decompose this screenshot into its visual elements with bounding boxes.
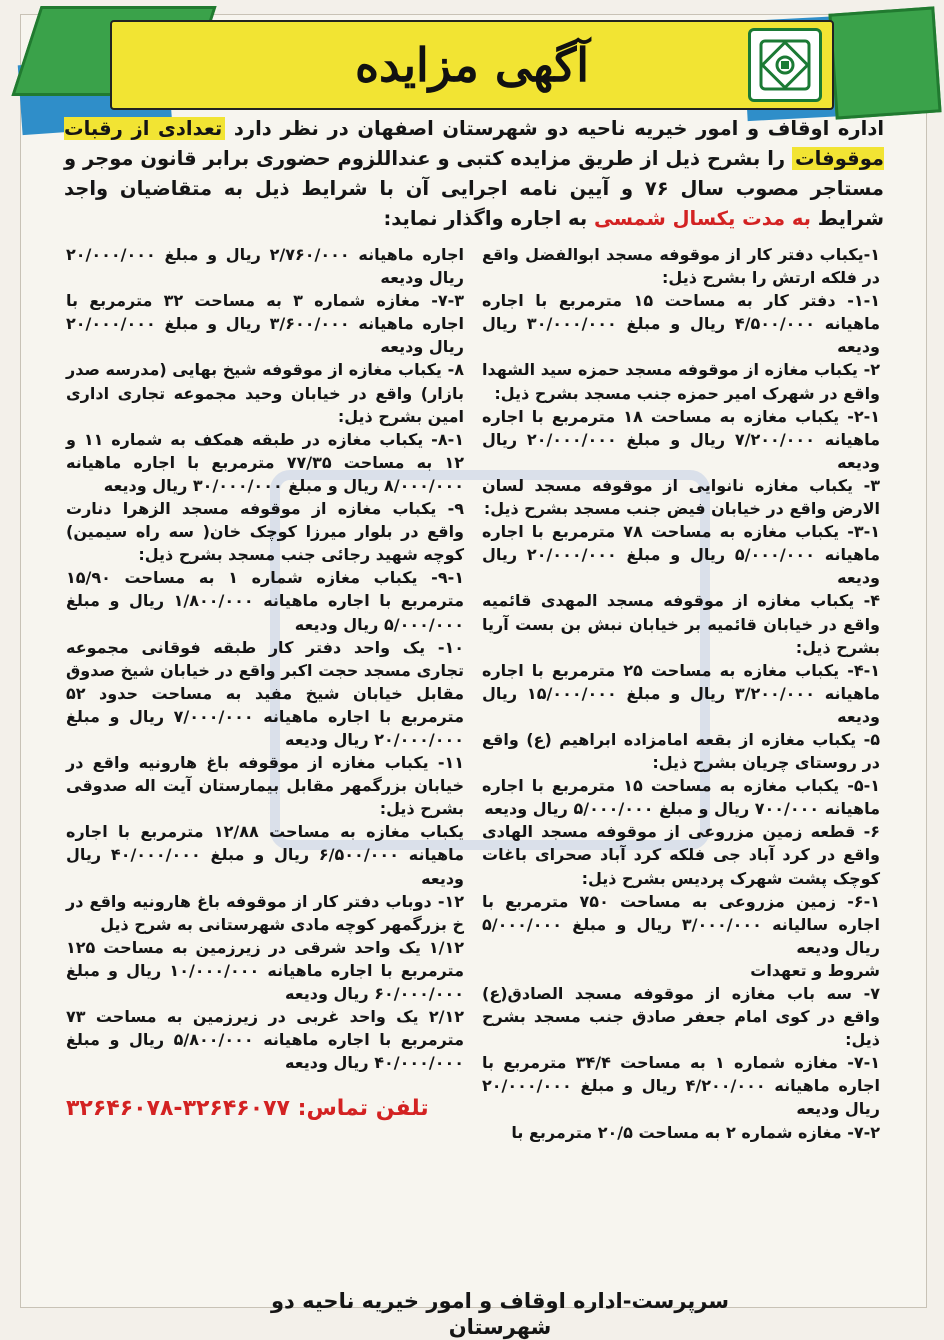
list-item: ۸- یکباب مغازه از موقوفه شیخ بهایی (مدرسه صدر بازار) واقع در خیابان وحید مجموعه تجاری اداری امین بشرح ذیل: <box>66 360 464 426</box>
intro-text-1: اداره اوقاف و امور خیریه ناحیه دو شهرستان اصفهان در نظر دارد <box>233 117 885 140</box>
title-banner <box>110 20 834 110</box>
list-item: ۶-۱- زمین مزروعی به مساحت ۷۵۰ مترمربع با اجاره سالیانه ۳/۰۰۰/۰۰۰ ریال و مبلغ ۵/۰۰۰/۰۰۰ ریال ودیعه <box>482 891 881 957</box>
intro-paragraph <box>64 114 884 234</box>
list-item: ۴- یکباب مغازه از موقوفه مسجد المهدی قائمیه واقع در خیابان قائمیه بر خیابان نبش بن بست آریا بشرح ذیل: <box>482 591 880 657</box>
list-item: ۷-۳- مغازه شماره ۳ به مساحت ۳۲ مترمربع با اجاره ماهیانه ۳/۶۰۰/۰۰۰ ریال و مبلغ ۲۰/۰۰۰/۰۰۰ ریال ودیعه <box>66 291 465 357</box>
list-item: ۲-۱- یکباب مغازه به مساحت ۱۸ مترمربع با اجاره ماهیانه ۷/۲۰۰/۰۰۰ ریال و مبلغ ۲۰/۰۰۰/۰۰۰ ریال ودیعه <box>482 406 881 472</box>
list-item: ۱۲- دوباب دفتر کار از موقوفه باغ هارونیه واقع در خ بزرگمهر کوچه مادی شهرستانی به شرح ذیل <box>66 891 464 934</box>
section-heading: شروط و تعهدات <box>750 960 880 980</box>
page-title: آگهی مزایده <box>354 38 590 92</box>
list-item: ۹-۱- یکباب مغازه شماره ۱ به مساحت ۱۵/۹۰ مترمربع با اجاره ماهیانه ۱/۸۰۰/۰۰۰ ریال و مبلغ ۵/۰۰۰/۰۰۰ ریال ودیعه <box>66 568 464 634</box>
decor-green-right <box>828 6 941 119</box>
list-item: ۱۱- یکباب مغازه از موقوفه باغ هارونیه واقع در خیابان بزرگمهر مقابل بیمارستان آیت اله صدوقی بشرح ذیل: <box>66 753 464 819</box>
intro-text-2: را بشرح ذیل از طریق مزایده کتبی و عنداللزوم حضوری برابر قانون موجر و مستاجر مصوب سال ۷۶ و آیین نامه اجرایی آن با شرایط ذیل به متقاضیان واجد شرایط <box>64 147 884 230</box>
list-item: ۷-۲- مغازه شماره ۲ به مساحت ۲۰/۵ مترمربع با <box>511 1122 880 1142</box>
intro-highlight-duration: به مدت یکسال شمسی <box>593 207 811 230</box>
list-item: ۱-یکباب دفتر کار از موقوفه مسجد ابوالفضل واقع در فلکه ارتش را بشرح ذیل: <box>482 245 880 288</box>
list-item: یکباب مغازه به مساحت ۱۲/۸۸ مترمربع با اجاره ماهیانه ۶/۵۰۰/۰۰۰ ریال و مبلغ ۴۰/۰۰۰/۰۰۰ ریال ودیعه <box>66 822 465 888</box>
signature-footer: سرپرست-اداره اوقاف و امور خیریه ناحیه دو شهرستان <box>270 1289 729 1339</box>
list-item: اجاره ماهیانه ۲/۷۶۰/۰۰۰ ریال و مبلغ ۲۰/۰۰۰/۰۰۰ ریال ودیعه <box>66 245 465 288</box>
list-item: ۹- یکباب مغازه از موقوفه مسجد الزهرا دنارت واقع در بلوار میرزا کوچک خان( سه راه سیمین) کوچه شهید رجائی جنب مسجد بشرح ذیل: <box>66 499 464 565</box>
contact-phone: تلفن تماس: ۳۲۶۴۶۰۷۷-۳۲۶۴۶۰۷۸ <box>66 1096 429 1122</box>
list-item: ۵-۱- یکباب مغازه به مساحت ۱۵ مترمربع با اجاره ماهیانه ۷۰۰/۰۰۰ ریال و مبلغ ۵/۰۰۰/۰۰۰ ریال ودیعه <box>482 776 881 819</box>
list-item: ۶- قطعه زمین مزروعی از موقوفه مسجد الهادی واقع در کرد آباد جی فلکه کرد آباد صحرای باغات کوچک پشت شهرک پردیس بشرح ذیل: <box>482 822 880 888</box>
endowment-emblem-icon <box>748 28 822 102</box>
list-item: ۱-۱- دفتر کار به مساحت ۱۵ مترمربع با اجاره ماهیانه ۴/۵۰۰/۰۰۰ ریال و مبلغ ۳۰/۰۰۰/۰۰۰ ریال ودیعه <box>482 291 881 357</box>
list-item: ۷- سه باب مغازه از موقوفه مسجد الصادق(ع) واقع در کوی امام جعفر صادق جنب مسجد بشرح ذیل: <box>482 984 880 1050</box>
list-item: ۱۰- یک واحد دفتر کار طبقه فوقانی مجموعه تجاری مسجد حجت اکبر واقع در خیابان شیخ صدوق مقابل خیابان شیخ مفید به مساحت حدود ۵۲ مترمربع با اجاره ماهیانه ۷/۰۰۰/۰۰۰ ریال و مبلغ ۲۰/۰۰۰/۰۰۰ ریال ودیعه <box>66 637 464 749</box>
list-item: ۲/۱۲ یک واحد غربی در زیرزمین به مساحت ۷۳ مترمربع با اجاره ماهیانه ۵/۸۰۰/۰۰۰ ریال و مبلغ ۴۰/۰۰۰/۰۰۰ ریال ودیعه <box>66 1007 464 1073</box>
list-item: ۷-۱- مغازه شماره ۱ به مساحت ۳۴/۴ مترمربع با اجاره ماهیانه ۴/۲۰۰/۰۰۰ ریال و مبلغ ۲۰/۰۰۰/۰۰۰ ریال ودیعه <box>482 1053 881 1119</box>
list-item: ۵- یکباب مغازه از بقعه امامزاده ابراهیم (ع) واقع در روستای چریان بشرح ذیل: <box>482 729 880 773</box>
list-item: ۸-۱- یکباب مغازه در طبقه همکف به شماره ۱۱ و ۱۲ به مساحت ۷۷/۳۵ مترمربع با اجاره ماهیانه ۸/۰۰۰/۰۰۰ ریال و مبلغ ۳۰/۰۰۰/۰۰۰ ریال ودیعه <box>66 429 464 495</box>
intro-text-3: به اجاره واگذار نماید: <box>383 207 588 230</box>
list-item: ۳-۱- یکباب مغازه به مساحت ۷۸ مترمربع با اجاره ماهیانه ۵/۰۰۰/۰۰۰ ریال و مبلغ ۲۰/۰۰۰/۰۰۰ ریال ودیعه <box>482 522 881 588</box>
list-item: ۱/۱۲ یک واحد شرقی در زیرزمین به مساحت ۱۲۵ مترمربع با اجاره ماهیانه ۱۰/۰۰۰/۰۰۰ ریال و مبلغ ۶۰/۰۰۰/۰۰۰ ریال ودیعه <box>66 937 464 1003</box>
list-item: ۳- یکباب مغازه نانوایی از موقوفه مسجد لسان الارض واقع در خیابان فیض جنب مسجد بشرح ذیل: <box>482 475 880 519</box>
left-column <box>66 243 464 1293</box>
list-item: ۴-۱- یکباب مغازه به مساحت ۲۵ مترمربع با اجاره ماهیانه ۳/۲۰۰/۰۰۰ ریال و مبلغ ۱۵/۰۰۰/۰۰۰ ریال ودیعه <box>482 660 881 726</box>
list-item: ۲- یکباب مغازه از موقوفه مسجد حمزه سید الشهدا واقع در شهرک امیر حمزه جنب مسجد بشرح ذیل: <box>482 360 880 403</box>
right-column <box>482 243 880 1293</box>
items-columns <box>66 243 880 1293</box>
intro-highlight-assets: تعدادی از رقبات موقوفات <box>64 117 884 170</box>
